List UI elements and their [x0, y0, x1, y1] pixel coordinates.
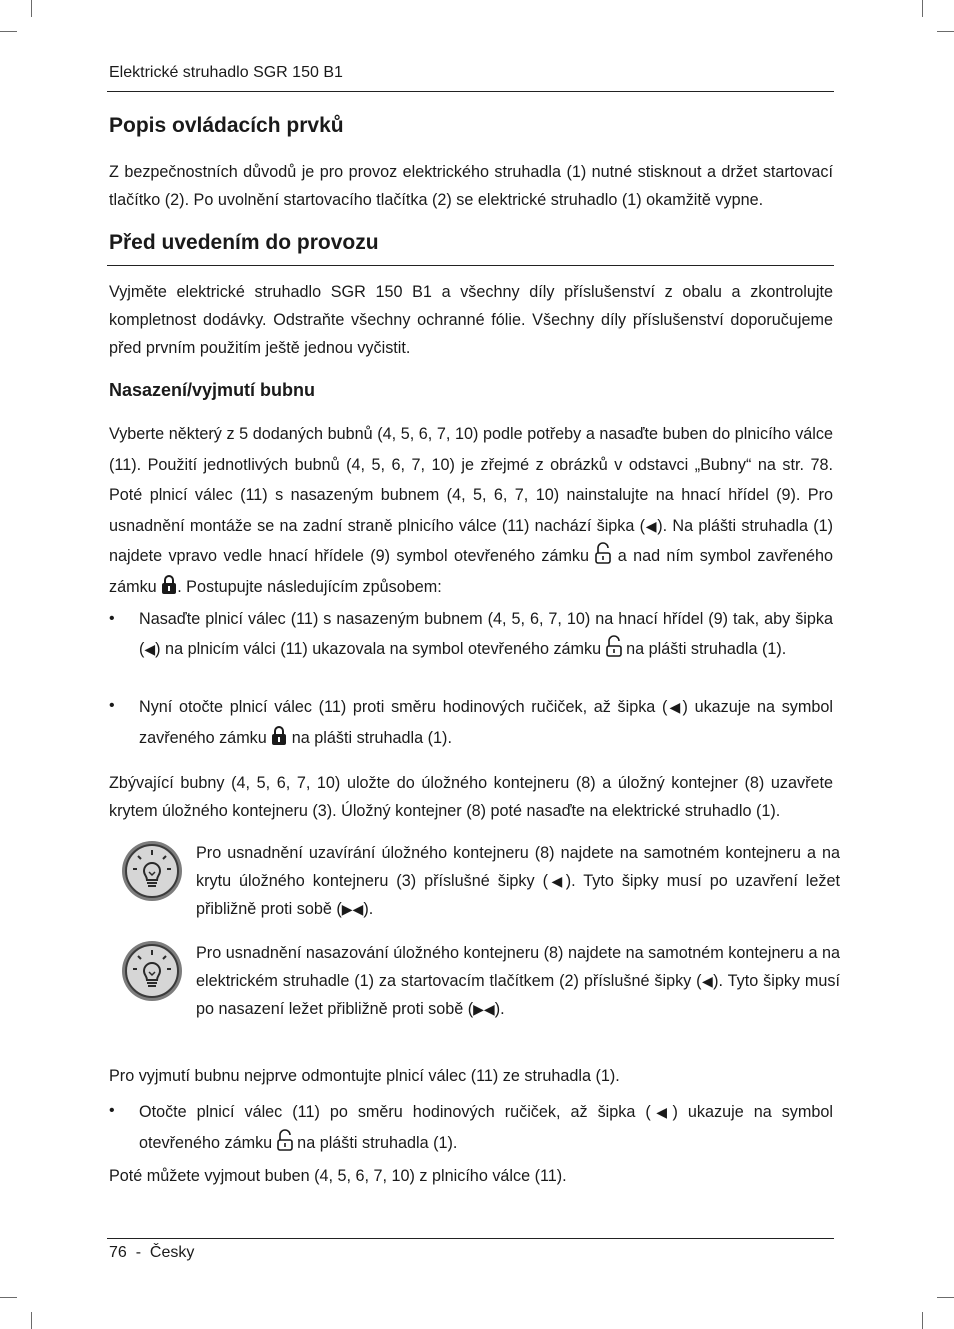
footer-rule [107, 1238, 834, 1239]
lightbulb-icon [120, 939, 184, 1003]
arrow-left-icon: ◀ [547, 873, 566, 889]
crop-mark [922, 1312, 923, 1329]
paragraph: Vyjměte elektrické struhadlo SGR 150 B1 a všechny díly příslušenství z obalu a zkontrolujte kompletnost dodávky. Odstraňte všechny ochranné fólie. Všechny díly příslušenství doporučujeme před prvním použitím ještě jednou vyčistit. [109, 283, 833, 357]
list-item: • Nasaďte plnicí válec (11) s nasazeným bubnem (4, 5, 6, 7, 10) na hnací hřídel (9) tak, aby šipka (◀) na plnicím válci (11) ukazovala na symbol otevřeného zámku na plášti struhadla (1). [109, 605, 833, 664]
lightbulb-icon [120, 839, 184, 903]
open-lock-icon [277, 1129, 293, 1151]
paragraph: Poté můžete vyjmout buben (4, 5, 6, 7, 10) z plnicího válce (11). [109, 1167, 567, 1185]
arrows-facing-icon: ▶◀ [341, 901, 364, 917]
closed-lock-icon [161, 573, 177, 595]
list-item: • Otočte plnicí válec (11) po směru hodinových ručiček, až šipka (◀) ukazuje na symbol otevřeného zámku na plášti struhadla (1). [109, 1097, 833, 1158]
heading-rule [107, 265, 834, 266]
arrows-facing-icon: ▶◀ [473, 1001, 495, 1017]
tip-note [120, 839, 840, 923]
crop-mark [31, 1312, 32, 1329]
bullet-icon: • [109, 1102, 115, 1119]
tip-text: Pro usnadnění uzavírání úložného kontejneru (8) najdete na samotném kontejneru a na krytu úložného kontejneru (3) příslušné šipky (◀). Tyto šipky musí po uzavření ležet přibližně proti sobě (▶◀). [196, 844, 840, 918]
paragraph: Pro vyjmutí bubnu nejprve odmontujte plnicí válec (11) ze struhadla (1). [109, 1067, 620, 1085]
arrow-left-icon: ◀ [144, 640, 156, 657]
running-header: Elektrické struhadlo SGR 150 B1 [109, 64, 343, 81]
list-item: • Nyní otočte plnicí válec (11) proti směru hodinových ručiček, až šipka (◀) ukazuje na symbol zavřeného zámku na plášti struhadla (1). [109, 692, 833, 754]
arrow-left-icon: ◀ [645, 517, 658, 534]
section-heading: Před uvedením do provozu [109, 231, 379, 254]
section-heading: Popis ovládacích prvků [109, 114, 344, 137]
open-lock-icon [606, 635, 622, 657]
arrow-left-icon: ◀ [650, 1104, 673, 1120]
tip-note [120, 939, 840, 1023]
crop-mark [0, 1297, 17, 1298]
open-lock-icon [595, 542, 611, 564]
arrow-left-icon: ◀ [701, 973, 714, 989]
subsection-heading: Nasazení/vyjmutí bubnu [109, 380, 316, 400]
paragraph: Zbývající bubny (4, 5, 6, 7, 10) uložte do úložného kontejneru (8) a úložný kontejner (8) uzavřete krytem úložného kontejneru (3). Úložný kontejner (8) poté nasaďte na elektrické struhadlo (1). [109, 774, 833, 820]
crop-mark [922, 0, 923, 17]
tip-text: Pro usnadnění nasazování úložného kontejneru (8) najdete na samotném kontejneru a na elektrickém struhadle (1) za startovacím tlačítkem (2) příslušné šipky (◀). Tyto šipky musí po nasazení ležet přibližně proti sobě (▶◀). [196, 944, 840, 1018]
closed-lock-icon [271, 724, 287, 746]
crop-mark [937, 31, 954, 32]
crop-mark [0, 31, 17, 32]
page-footer: 76 - Česky [109, 1244, 195, 1261]
bullet-icon: • [109, 610, 115, 627]
bullet-icon: • [109, 697, 115, 714]
header-rule [107, 91, 834, 92]
crop-mark [31, 0, 32, 17]
paragraph: Vyberte některý z 5 dodaných bubnů (4, 5, 6, 7, 10) podle potřeby a nasaďte buben do plnicího válce (11). Použití jednotlivých bubnů (4, 5, 6, 7, 10) je zřejmé z obrázků v odstavci „Bubny“ na str. 78. Poté plnicí válec (11) s nasazeným bubnem (4, 5, 6, 7, 10) nainstalujte na hnací hřídel (9). Pro usnadnění montáže se na zadní straně plnicího válce (11) nachází šipka (◀). Na plášti struhadla (1) najdete vpravo vedle hnací hřídele (9) symbol otevřeného zámku a nad ním symbol zavřeného zámku . Postupujte následujícím způsobem: [109, 425, 833, 596]
paragraph: Z bezpečnostních důvodů je pro provoz elektrického struhadla (1) nutné stisknout a držet startovací tlačítko (2). Po uvolnění startovacího tlačítka (2) se elektrické struhadlo (1) okamžitě vypne. [109, 163, 833, 209]
arrow-left-icon: ◀ [667, 699, 683, 715]
crop-mark [937, 1297, 954, 1298]
